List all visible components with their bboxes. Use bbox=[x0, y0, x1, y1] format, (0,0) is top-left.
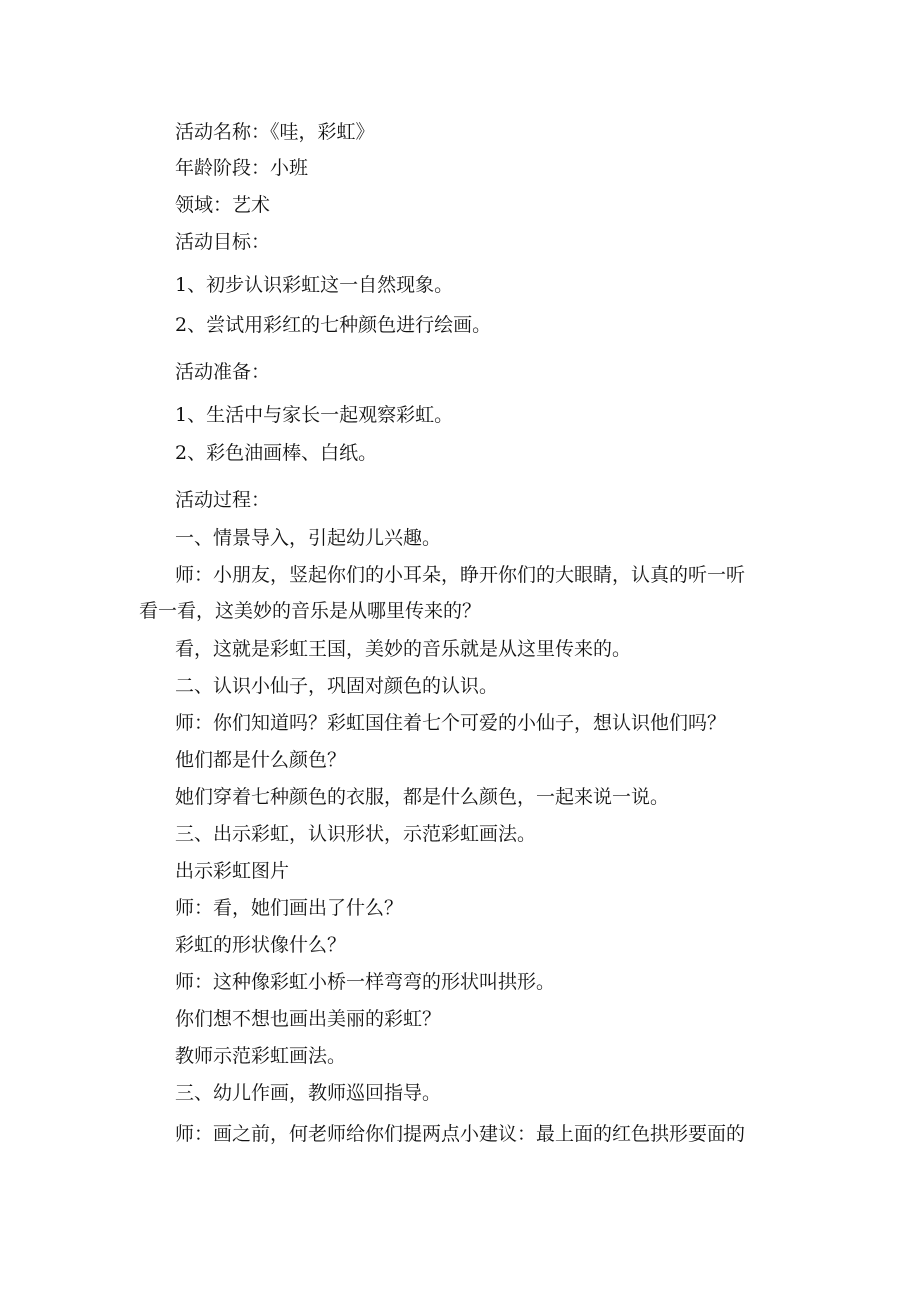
process-line: 他们都是什么颜色？ bbox=[175, 749, 347, 771]
process-line: 师：画之前，何老师给你们提两点小建议：最上面的红色拱形要面的 bbox=[175, 1123, 746, 1145]
process-line: 三、出示彩虹，认识形状，示范彩虹画法。 bbox=[175, 823, 537, 845]
age-stage: 年龄阶段：小班 bbox=[175, 157, 309, 179]
process-line: 看一看，这美妙的音乐是从哪里传来的？ bbox=[139, 600, 482, 622]
process-line: 师：这种像彩虹小桥一样弯弯的形状叫拱形。 bbox=[175, 971, 556, 993]
process-line: 一、情景导入，引起幼儿兴趣。 bbox=[175, 527, 442, 549]
process-line: 教师示范彩虹画法。 bbox=[175, 1045, 347, 1067]
domain-field: 领域：艺术 bbox=[175, 194, 271, 216]
process-line: 看，这就是彩虹王国，美妙的音乐就是从这里传来的。 bbox=[175, 638, 632, 660]
process-line: 你们想不想也画出美丽的彩虹？ bbox=[175, 1008, 442, 1030]
goal-item: 1、初步认识彩虹这一自然现象。 bbox=[175, 274, 454, 296]
preparation-heading: 活动准备： bbox=[175, 361, 271, 383]
process-line: 彩虹的形状像什么？ bbox=[175, 934, 347, 956]
process-line: 师：你们知道吗？彩虹国住着七个可爱的小仙子，想认识他们吗？ bbox=[175, 712, 727, 734]
process-line: 她们穿着七种颜色的衣服，都是什么颜色，一起来说一说。 bbox=[175, 786, 670, 808]
goals-heading: 活动目标： bbox=[175, 231, 271, 253]
process-line: 二、认识小仙子，巩固对颜色的认识。 bbox=[175, 675, 499, 697]
process-line: 师：小朋友，竖起你们的小耳朵，睁开你们的大眼睛，认真的听一听 bbox=[175, 564, 746, 586]
process-line: 出示彩虹图片 bbox=[175, 860, 290, 882]
process-heading: 活动过程： bbox=[175, 489, 271, 511]
goal-item: 2、尝试用彩红的七种颜色进行绘画。 bbox=[175, 314, 492, 336]
process-line: 师：看，她们画出了什么？ bbox=[175, 897, 404, 919]
activity-name: 活动名称：《哇，彩虹》 bbox=[175, 121, 375, 143]
preparation-item: 1、生活中与家长一起观察彩虹。 bbox=[175, 404, 454, 426]
preparation-item: 2、彩色油画棒、白纸。 bbox=[175, 442, 378, 464]
process-line: 三、幼儿作画，教师巡回指导。 bbox=[175, 1082, 442, 1104]
